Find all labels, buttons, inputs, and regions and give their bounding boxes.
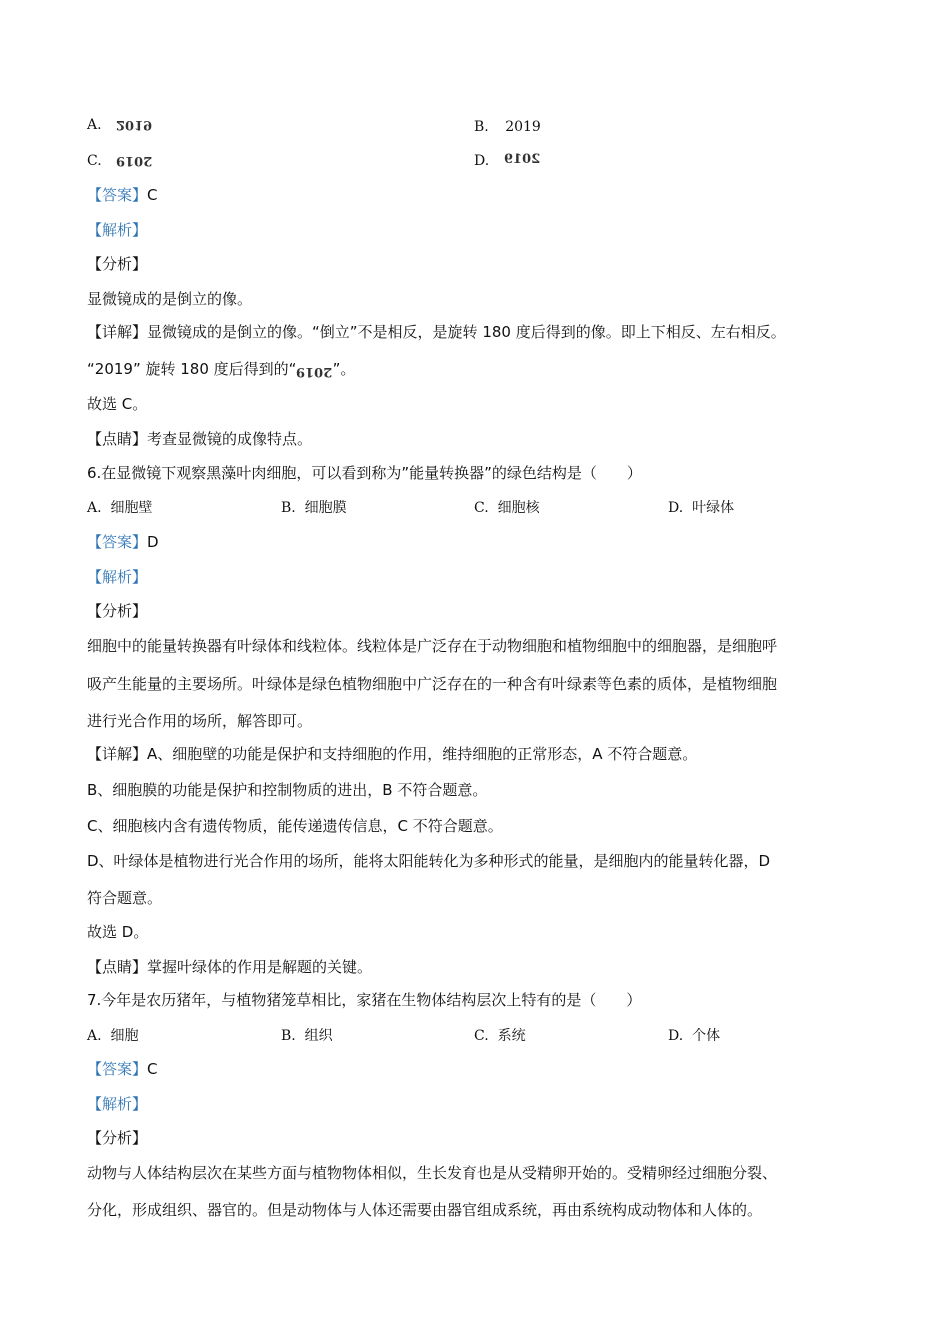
- q6-guxuan: 故选 D。: [87, 923, 149, 941]
- rotated-2019-inline-image: 2019: [296, 364, 333, 379]
- q7-option-c: C. 系统: [474, 1028, 526, 1044]
- q7-option-d: D. 个体: [668, 1028, 721, 1044]
- q6-option-d: D. 叶绿体: [668, 500, 735, 516]
- q5-fenxi-text: 显微镜成的是倒立的像。: [87, 290, 253, 308]
- q5-option-d: [474, 150, 540, 173]
- q7-jiexi-tag: 【解析】: [87, 1095, 148, 1113]
- q5-guxuan: 故选 C。: [87, 395, 148, 413]
- q7-option-b: B. 组织: [281, 1028, 333, 1044]
- q6-option-c: C. 细胞核: [474, 500, 540, 516]
- q6-question: 6.在显微镜下观察黑藻叶肉细胞，可以看到称为”能量转换器”的绿色结构是（ ）: [87, 464, 642, 482]
- option-text: 2019: [505, 119, 541, 135]
- flipped-2019-image: 2019: [116, 117, 153, 132]
- q6-xiangjie-2: B、细胞膜的功能是保护和控制物质的进出，B 不符合题意。: [87, 781, 488, 799]
- q6-xiangjie-5: 符合题意。: [87, 889, 163, 907]
- q6-fenxi-tag: 【分析】: [87, 602, 148, 620]
- option-label: B.: [474, 119, 489, 135]
- q7-fenxi-1: 动物与人体结构层次在某些方面与植物物体相似，生长发育也是从受精卵开始的。受精卵经过细胞分裂、: [87, 1164, 778, 1182]
- q6-fenxi-2: 吸产生能量的主要场所。叶绿体是绿色植物细胞中广泛存在的一种含有叶绿素等色素的质体，是植物细胞: [87, 675, 778, 693]
- q6-xiangjie-1: 【详解】A、细胞壁的功能是保护和支持细胞的作用，维持细胞的正常形态，A 不符合题意。: [87, 745, 698, 763]
- q6-dianjing: 【点睛】掌握叶绿体的作用是解题的关键。: [87, 958, 373, 976]
- q5-xiangjie-2: “2019” 旋转 180 度后得到的“2019”。: [87, 358, 355, 382]
- q6-xiangjie-4: D、叶绿体是植物进行光合作用的场所，能将太阳能转化为多种形式的能量，是细胞内的能量转化器，D: [87, 852, 771, 870]
- q7-answer: 【答案】C: [87, 1060, 158, 1078]
- q6-jiexi-tag: 【解析】: [87, 568, 148, 586]
- option-label: C.: [87, 153, 102, 169]
- option-label: D.: [474, 153, 490, 169]
- q5-xiangjie-1: 【详解】显微镜成的是倒立的像。“倒立”不是相反，是旋转 180 度后得到的像。即上下相反、左右相反。: [87, 323, 786, 341]
- q7-question: 7.今年是农历猪年，与植物猪笼草相比，家猪在生物体结构层次上特有的是（ ）: [87, 991, 642, 1009]
- q6-answer: 【答案】D: [87, 533, 159, 551]
- q6-fenxi-3: 进行光合作用的场所，解答即可。: [87, 712, 313, 730]
- mirrored-2019-image: 2019: [503, 152, 540, 167]
- q5-option-b: [474, 116, 541, 138]
- q6-option-b: B. 细胞膜: [281, 500, 347, 516]
- q5-jiexi-tag: 【解析】: [87, 221, 148, 239]
- q5-option-c: [87, 150, 152, 173]
- q5-fenxi-tag: 【分析】: [87, 255, 148, 273]
- q7-fenxi-2: 分化，形成组织、器官的。但是动物体与人体还需要由器官组成系统，再由系统构成动物体和人体的。: [87, 1201, 763, 1219]
- option-label: A.: [87, 117, 102, 133]
- q6-fenxi-1: 细胞中的能量转换器有叶绿体和线粒体。线粒体是广泛存在于动物细胞和植物细胞中的细胞器，是细胞呼: [87, 637, 778, 655]
- q5-dianjing: 【点睛】考查显微镜的成像特点。: [87, 430, 313, 448]
- q5-answer: 【答案】C: [87, 186, 158, 204]
- q6-option-a: A. 细胞壁: [87, 500, 153, 516]
- q7-option-a: A. 细胞: [87, 1028, 139, 1044]
- q7-fenxi-tag: 【分析】: [87, 1129, 148, 1147]
- q5-option-a: [87, 114, 152, 137]
- rotated-2019-image: 2019: [116, 153, 153, 168]
- q6-xiangjie-3: C、细胞核内含有遗传物质，能传递遗传信息，C 不符合题意。: [87, 817, 503, 835]
